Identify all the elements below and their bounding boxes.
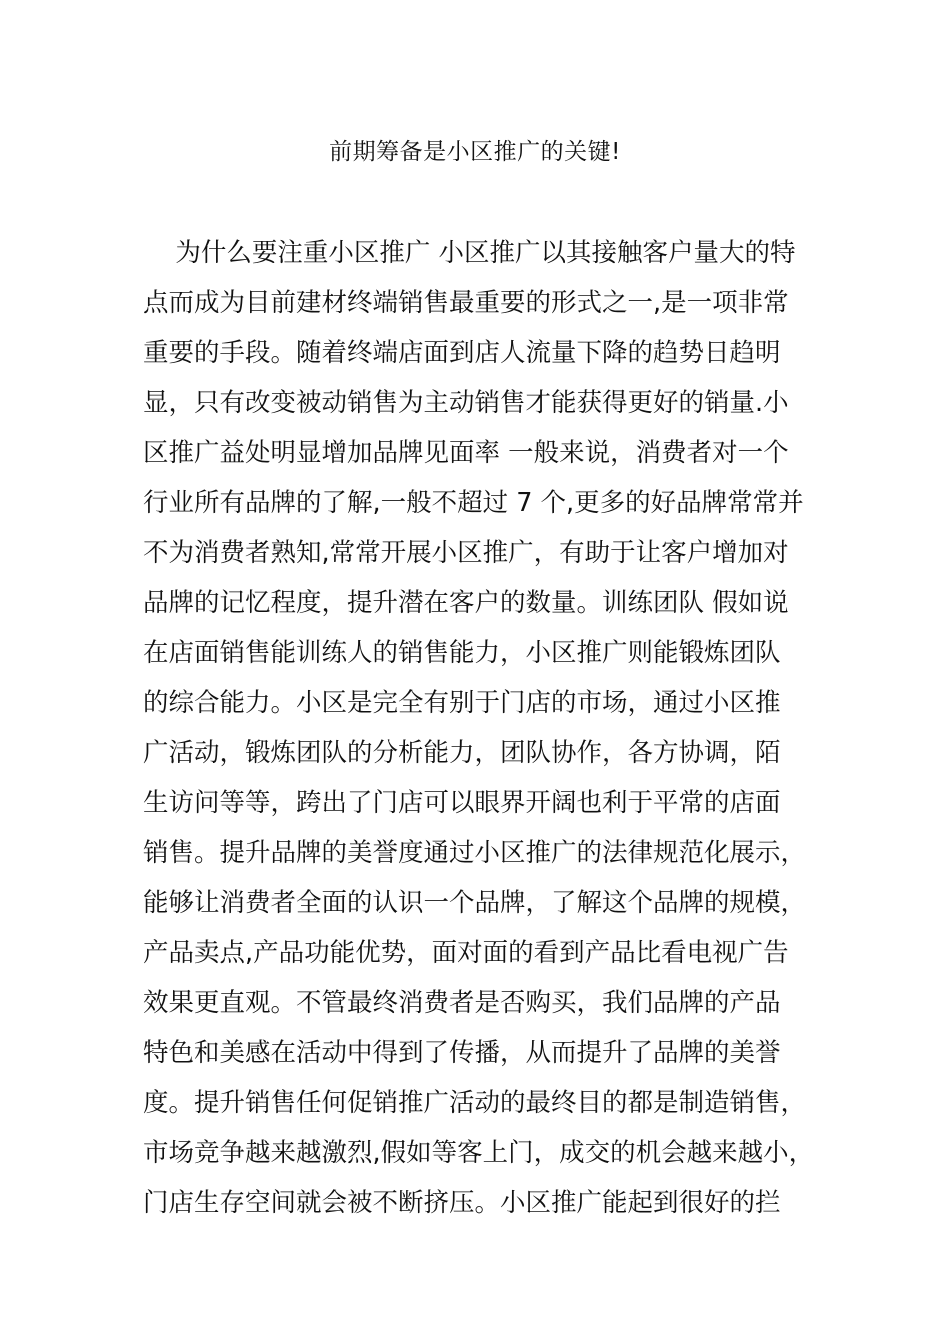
body-line: 特色和美感在活动中得到了传播，从而提升了品牌的美誉: [143, 1038, 781, 1068]
body-line: 区推广益处明显增加品牌见面率 一般来说，消费者对一个: [143, 438, 789, 468]
body-line: 为什么要注重小区推广 小区推广以其接触客户量大的特: [143, 238, 796, 268]
body-line: 销售。提升品牌的美誉度通过小区推广的法律规范化展示，: [143, 838, 807, 868]
body-line: 品牌的记忆程度，提升潜在客户的数量。训练团队 假如说: [143, 588, 789, 618]
body-line: 门店生存空间就会被不断挤压。小区推广能起到很好的拦: [143, 1188, 781, 1218]
body-line: 点而成为目前建材终端销售最重要的形式之一,是一项非常: [143, 288, 789, 318]
body-line: 度。提升销售任何促销推广活动的最终目的都是制造销售，: [143, 1088, 807, 1118]
body-line: 效果更直观。不管最终消费者是否购买，我们品牌的产品: [143, 988, 781, 1018]
body-line: 生访问等等，跨出了门店可以眼界开阔也利于平常的店面: [143, 788, 781, 818]
document-body: [143, 228, 815, 1228]
document-title: 前期筹备是小区推广的关键!: [329, 139, 621, 165]
body-line: 重要的手段。随着终端店面到店人流量下降的趋势日趋明: [143, 338, 781, 368]
body-line: 行业所有品牌的了解,一般不超过 7 个,更多的好品牌常常并: [143, 488, 804, 518]
body-line: 产品卖点,产品功能优势，面对面的看到产品比看电视广告: [143, 938, 789, 968]
body-line: 能够让消费者全面的认识一个品牌，了解这个品牌的规模，: [143, 888, 807, 918]
body-line: 广活动，锻炼团队的分析能力，团队协作，各方协调，陌: [143, 738, 781, 768]
body-line: 的综合能力。小区是完全有别于门店的市场，通过小区推: [143, 688, 781, 718]
body-line: 市场竞争越来越激烈,假如等客上门，成交的机会越来越小，: [143, 1138, 815, 1168]
body-line: 在店面销售能训练人的销售能力，小区推广则能锻炼团队: [143, 638, 781, 668]
body-line: 不为消费者熟知,常常开展小区推广，有助于让客户增加对: [143, 538, 789, 568]
body-line: 显，只有改变被动销售为主动销售才能获得更好的销量.小: [143, 388, 789, 418]
